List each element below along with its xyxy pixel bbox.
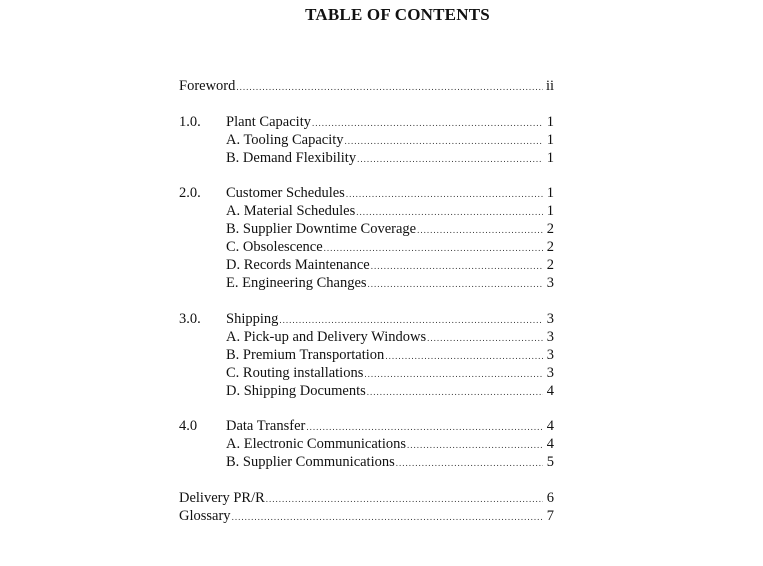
toc-page-number: 3 [546,275,554,291]
toc-entry-pickup-delivery-windows[interactable] [179,328,554,346]
toc-page-number: 1 [546,131,554,148]
toc-entry-plant-capacity[interactable] [179,113,554,131]
toc-entry-electronic-communications[interactable] [179,435,554,453]
dot-leader [368,275,543,293]
toc-entry-foreword[interactable] [179,77,554,95]
toc-entry-label: A. Tooling Capacity [226,131,344,148]
toc-entry-label: C. Obsolescence [226,239,323,255]
toc-entry-premium-transportation[interactable] [179,346,554,364]
toc-entry-label: B. Premium Transportation [226,346,385,363]
toc-entry-label: E. Engineering Changes [226,275,367,291]
dot-leader [306,418,543,436]
toc-page-number: 1 [546,203,554,219]
toc-section-3 [179,310,554,400]
page-title: TABLE OF CONTENTS [305,5,490,24]
section-number: 3.0. [179,310,201,327]
toc-entry-delivery-prr[interactable] [179,489,554,507]
toc-entry-label: Plant Capacity [226,113,311,130]
toc-page-number: ii [545,78,554,94]
toc-page-number: 5 [546,454,554,470]
dot-leader [371,257,543,275]
dot-leader [266,490,543,508]
toc-page-number: 4 [546,382,554,399]
toc-entry-supplier-downtime-coverage[interactable] [179,220,554,238]
section-number: 1.0. [179,113,201,130]
toc-page-number: 4 [546,436,554,452]
dot-leader [417,221,543,239]
dot-leader [356,203,543,221]
toc-entry-engineering-changes[interactable] [179,274,554,292]
dot-leader [385,347,543,365]
toc-entry-routing-installations[interactable] [179,364,554,382]
toc-entry-label: A. Pick-up and Delivery Windows [226,328,427,345]
toc-entry-shipping-documents[interactable] [179,382,554,400]
toc-entry-label: Foreword [179,78,236,94]
toc-entry-shipping[interactable] [179,310,554,328]
dot-leader [407,436,543,454]
toc-page-number: 3 [546,364,554,381]
table-of-contents [179,77,554,542]
toc-entry-tooling-capacity[interactable] [179,131,554,149]
toc-entry-supplier-communications[interactable] [179,453,554,471]
toc-page-number: 2 [546,239,554,255]
toc-page-number: 2 [546,257,554,273]
toc-entry-label: Shipping [226,310,279,327]
toc-entry-label: A. Electronic Communications [226,436,407,452]
toc-entry-records-maintenance[interactable] [179,256,554,274]
dot-leader [279,311,543,329]
toc-entry-label: Delivery PR/R [179,489,265,506]
dot-leader [427,329,543,347]
dot-leader [357,150,543,168]
toc-entry-obsolescence[interactable] [179,238,554,256]
dot-leader [312,114,543,132]
toc-entry-label: B. Supplier Downtime Coverage [226,221,417,237]
dot-leader [364,365,543,383]
toc-section-1 [179,113,554,167]
toc-page-number: 1 [546,149,554,166]
dot-leader [345,132,543,150]
toc-entry-label: Glossary [179,507,231,524]
toc-section-4 [179,417,554,471]
toc-page-number: 3 [546,346,554,363]
toc-entry-data-transfer[interactable] [179,417,554,435]
dot-leader [236,78,543,96]
toc-foreword-group [179,77,554,95]
toc-page-number: 6 [546,489,554,506]
dot-leader [367,383,543,401]
toc-entry-label: C. Routing installations [226,364,364,381]
toc-entry-label: A. Material Schedules [226,203,356,219]
toc-page-number: 3 [546,310,554,327]
section-number: 4.0 [179,418,198,434]
toc-section-2 [179,184,554,292]
toc-appendix-group [179,489,554,525]
toc-entry-label: D. Shipping Documents [226,382,366,399]
toc-entry-demand-flexibility[interactable] [179,149,554,167]
toc-entry-glossary[interactable] [179,507,554,525]
toc-page-number: 2 [546,221,554,237]
toc-entry-label: B. Demand Flexibility [226,149,357,166]
dot-leader [346,185,543,203]
toc-page-number: 4 [546,418,554,434]
toc-entry-label: D. Records Maintenance [226,257,370,273]
toc-entry-customer-schedules[interactable] [179,184,554,202]
dot-leader [324,239,543,257]
toc-page-number: 3 [546,328,554,345]
dot-leader [396,454,543,472]
dot-leader [232,508,543,526]
toc-entry-material-schedules[interactable] [179,202,554,220]
toc-page-number: 7 [546,507,554,524]
section-number: 2.0. [179,185,201,201]
toc-entry-label: Data Transfer [226,418,306,434]
toc-page-number: 1 [546,113,554,130]
toc-entry-label: Customer Schedules [226,185,345,201]
toc-page-number: 1 [546,185,554,201]
toc-entry-label: B. Supplier Communications [226,454,395,470]
